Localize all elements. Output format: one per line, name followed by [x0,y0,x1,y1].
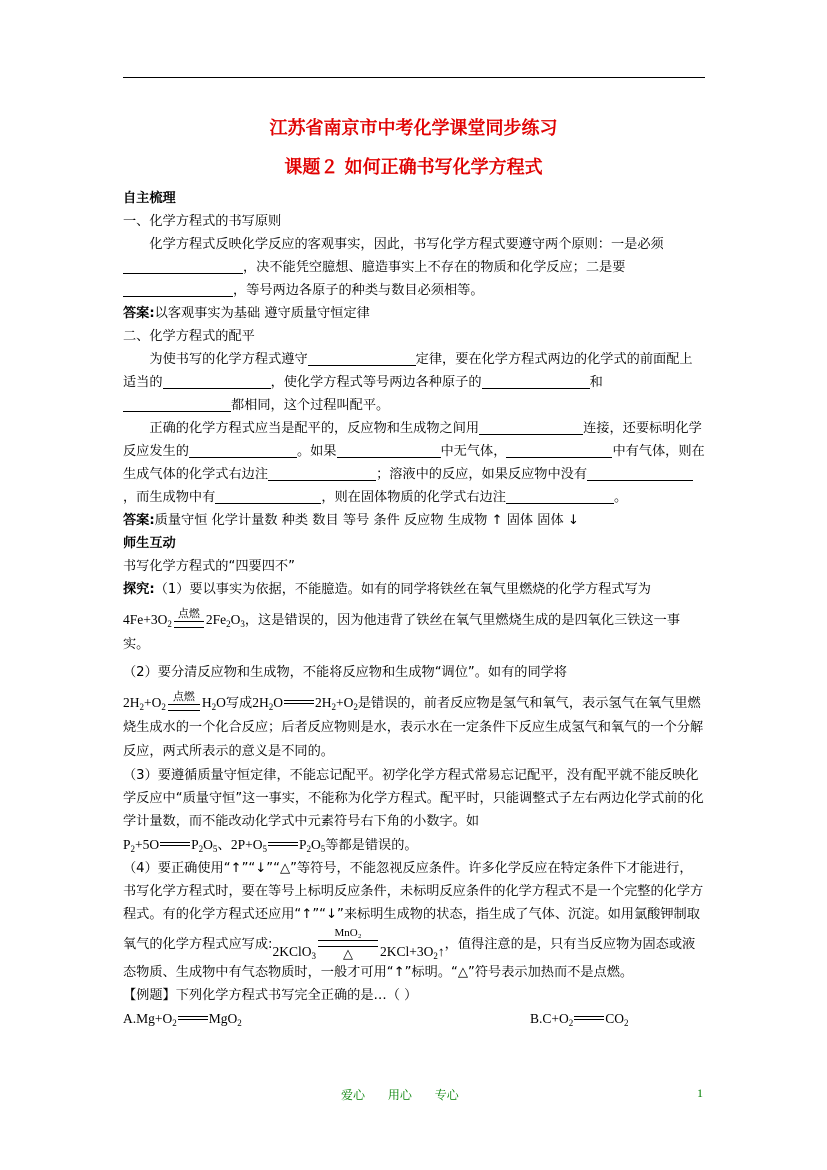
fill-blank [337,442,441,458]
header-rule [123,77,705,78]
equation-kclo3: 2KClO$_3$ MnO₂ △ $2KCl+3O_2↑$ [272,927,445,961]
part2-title: 二、化学方程式的配平 [123,329,255,344]
fill-blank [506,488,614,504]
page-subtitle: 课题２ 如何正确书写化学方程式 [284,157,543,178]
explore-paragraph-3: （3）要遵循质量守恒定律，不能忘记配平。初学化学方程式常易忘记配平，没有配平就不能反映化学反应中“质量守恒”这一事实，不能称为化学方程式。配平时，只能调整式子左右两边化学式前的化学计量数，而不能改动化学式中元素符号右下角的小数字。如 $P_2+5O$ $P_2O_5$、$2P+O_5$ $P_2O_5$等都是错误的。 [123,768,704,854]
fill-blank [479,419,583,435]
explore-equation-2: $2H_2+O_2$ 点燃 $H_2O$写成$2H_2O$ $2H_2+O_2$是错误的，前者反应物是氢气和氧气，表示氢气在氧气里燃烧生成水的一个化合反应；后者反应物则是水，表示水在一定条件下反应生成氢气和氧气的一个分解反应，两式所表示的意义是不同的。 [123,691,704,759]
option-b: $B.C+O_2$ $CO_2$ [530,1011,629,1028]
fill-blank [123,258,243,274]
equation-h2o-swapped: $2H_2O$ $2H_2+O_2$ [252,695,358,712]
example-question: 【例题】下列化学方程式书写完全正确的是…（ ） [123,988,418,1003]
page-number: 1 [697,1086,703,1100]
option-a: $A.Mg+O_2$ MgO$_2$ [123,1011,242,1028]
fill-blank [189,442,297,458]
fill-blank [308,350,416,366]
four-rules-intro: 书写化学方程式的“四要四不” [123,559,295,574]
page-title: 江苏省南京市中考化学课堂同步练习 [269,118,558,139]
equation-h2-combustion: $2H_2+O_2$ 点燃 $H_2O$ [123,691,226,712]
footer-motto: 爱心 用心 专心 [341,1088,459,1102]
fill-blank [506,442,612,458]
section-heading-self-study: 自主梳理 [123,191,176,206]
fill-blank [482,373,590,389]
answer-2: 答案:质量守恒 化学计量数 种类 数目 等号 条件 反应物 生成物 ↑ 固体 固体 ↓ [123,513,579,528]
fill-blank [123,396,231,412]
explore-paragraph-2: （2）要分清反应物和生成物，不能将反应物和生成物“调位”。如有的同学将 [123,665,568,680]
answer-options [123,1007,705,1030]
section-heading-interaction: 师生互动 [123,536,176,551]
document-body [123,187,705,1030]
fill-blank [163,373,271,389]
explore-equation-1: $4Fe+3O_2$ 点燃 $2Fe_2O_3$，这是错误的，因为他违背了铁丝在氧气里燃烧生成的是四氧化三铁这一事实。 [123,608,681,652]
part1-title: 一、化学方程式的书写原则 [123,214,282,229]
equation-fe-combustion: $4Fe+3O_2$ 点燃 $2Fe_2O_3$ [123,608,245,629]
fill-blank [587,465,693,481]
part1-paragraph: 化学方程式反映化学反应的客观事实，因此，书写化学方程式要遵守两个原则：一是必须，决不能凭空臆想、臆造事实上不存在的物质和化学反应；二是要，等号两边各原子的种类与数目必须相等。 [123,233,705,302]
part2-paragraph-2: 正确的化学方程式应当是配平的，反应物和生成物之间用 连接，还要标明化学反应发生的 。如果 中无气体， 中有气体，则在生成气体的化学式右边注 ；溶液中的反应，如果反应物中没有，而生成物中有 ，则在固体物质的化学式右边注 。 [123,421,705,505]
fill-blank [215,488,321,504]
explore-paragraph-1: 探究:（1）要以事实为依据，不能臆造。如有的同学将铁丝在氧气里燃烧的化学方程式写为 [123,582,651,597]
explore-paragraph-4: （4）要正确使用“↑”“↓”“△”等符号，不能忽视反应条件。许多化学反应在特定条件下才能进行，书写化学方程式时，要在等号上标明反应条件，未标明反应条件的化学方程式不是一个完整的化学方程式。有的化学方程式还应用“↑”“↓”来标明生成物的状态，指生成了气体、沉淀。如用氯酸钾制取氧气的化学方程式应写成:2KClO$_3$ MnO₂ △ $2KCl+3O_2↑$，值得注意的是，只有当反应物为固态或液态物质、生成物中有气态物质时，一般才可用“↑”标明。“△”符号表示加热而不是点燃。 [123,861,704,980]
fill-blank [123,281,233,297]
answer-1: 答案:以客观事实为基础 遵守质量守恒定律 [123,306,370,321]
part2-paragraph-1: 为使书写的化学方程式遵守 定律，要在化学方程式两边的化学式的前面配上适当的 ，使化学方程式等号两边各种原子的 和 都相同，这个过程叫配平。 [123,352,693,413]
fill-blank [268,465,376,481]
equation-p-examples: $P_2+5O$ $P_2O_5$、$2P+O_5$ $P_2O_5$ [123,837,326,854]
